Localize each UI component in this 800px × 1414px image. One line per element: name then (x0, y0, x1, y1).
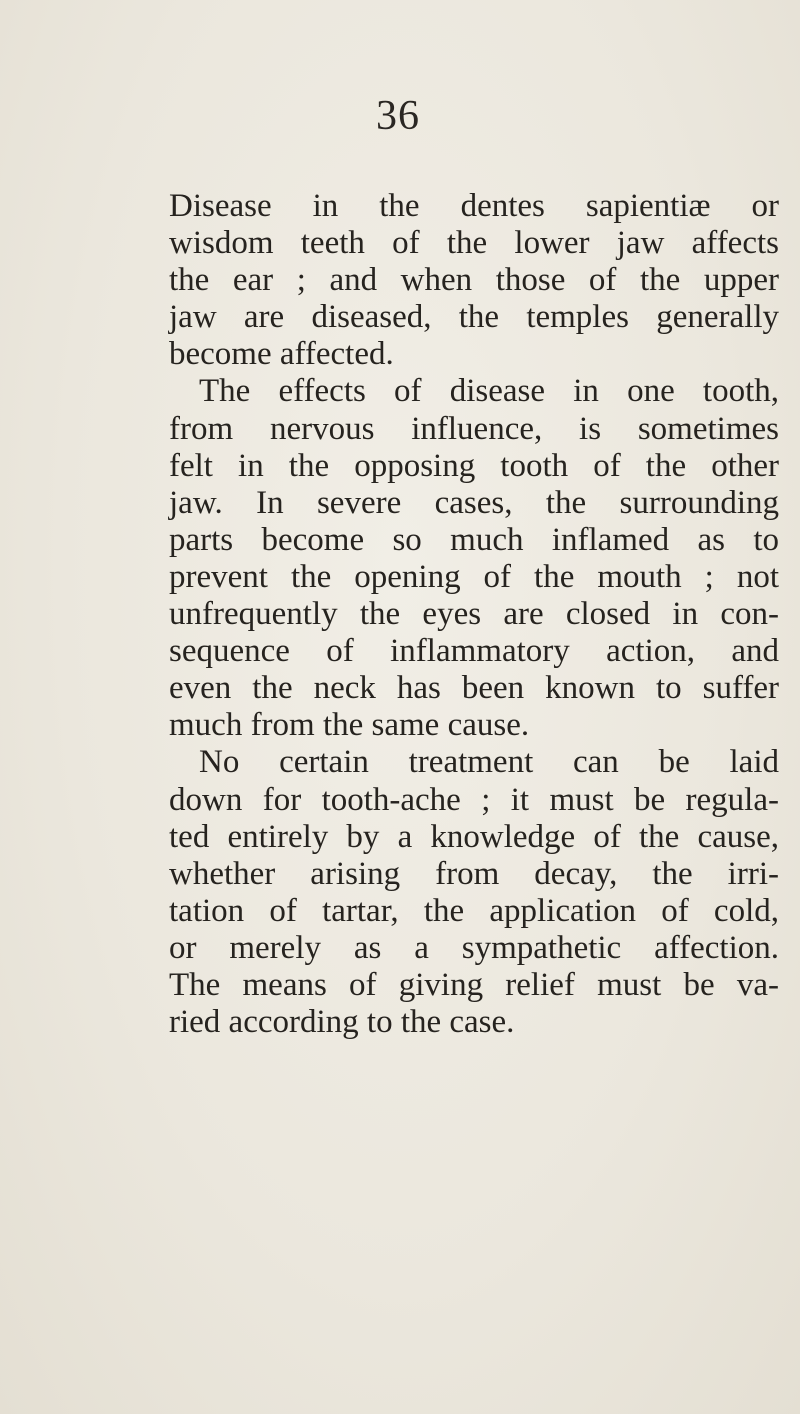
text-line: wisdom teeth of the lower jaw affects (169, 225, 779, 262)
text-line: from nervous influence, is sometimes (169, 410, 779, 447)
text-line: ried according to the case. (169, 1004, 515, 1041)
text-line: No certain treatment can be laid (199, 744, 779, 781)
text-line: The effects of disease in one tooth, (199, 373, 779, 410)
text-line: ted entirely by a knowledge of the cause, (169, 818, 779, 855)
text-line: down for tooth-ache ; it must be regula- (169, 781, 779, 818)
text-line: or merely as a sympathetic affection. (169, 929, 779, 966)
text-line: Disease in the dentes sapientiæ or (169, 188, 779, 224)
text-line: sequence of inflammatory action, and (169, 633, 779, 670)
body-text (169, 188, 779, 1041)
text-line: The means of giving relief must be va- (169, 966, 779, 1003)
text-line: become affected. (169, 336, 394, 373)
page-number: 36 (376, 93, 420, 139)
text-line: jaw. In severe cases, the surrounding (169, 484, 779, 521)
text-line: much from the same cause. (169, 707, 530, 744)
text-line: parts become so much inflamed as to (169, 521, 779, 558)
text-line: the ear ; and when those of the upper (169, 262, 779, 299)
text-line: unfrequently the eyes are closed in con- (169, 596, 779, 633)
text-line: whether arising from decay, the irri- (169, 855, 779, 892)
text-line: felt in the opposing tooth of the other (169, 447, 779, 484)
text-line: even the neck has been known to suffer (169, 670, 779, 707)
text-line: prevent the opening of the mouth ; not (169, 558, 779, 595)
text-line: jaw are diseased, the temples generally (169, 299, 779, 336)
text-line: tation of tartar, the application of cold, (169, 892, 779, 929)
